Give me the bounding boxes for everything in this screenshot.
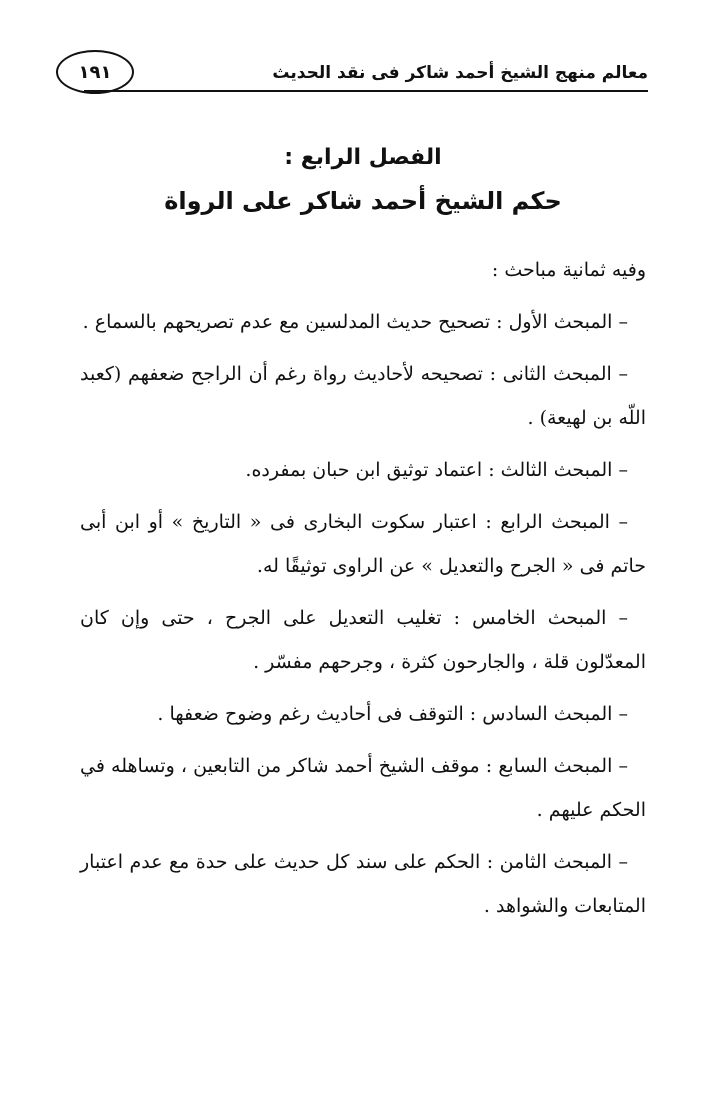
topic-item-2: – المبحث الثانى : تصحيحه لأحاديث رواة رغم أن الراجح ضعفهم (كعبد اللّه بن لهيعة) .: [80, 363, 646, 429]
topic-item-7: – المبحث السابع : موقف الشيخ أحمد شاكر من التابعين ، وتساهله في الحكم عليهم .: [80, 755, 646, 821]
chapter-label: الفصل الرابع :: [284, 145, 442, 170]
topic-item-4: – المبحث الرابع : اعتبار سكوت البخارى فى « التاريخ » أو ابن أبى حاتم فى « الجرح والتعديل » عن الراوى توثيقًا له.: [80, 511, 646, 577]
body-text: [80, 248, 646, 936]
topics-list: [80, 300, 646, 928]
topic-item-5: – المبحث الخامس : تغليب التعديل على الجرح ، حتى وإن كان المعدّلون قلة ، والجارحون كثرة ، وجرحهم مفسّر .: [80, 607, 646, 673]
topic-item-6: – المبحث السادس : التوقف فى أحاديث رغم وضوح ضعفها .: [157, 703, 628, 725]
intro-line: وفيه ثمانية مباحث :: [491, 259, 646, 281]
page-number: ١٩١: [56, 50, 134, 94]
header-rule: [84, 90, 648, 92]
chapter-title: حكم الشيخ أحمد شاكر على الرواة: [164, 187, 562, 215]
topic-item-3: – المبحث الثالث : اعتماد توثيق ابن حبان بمفرده.: [245, 459, 628, 481]
running-title: معالم منهج الشيخ أحمد شاكر فى نقد الحديث: [272, 63, 648, 83]
topic-item-1: – المبحث الأول : تصحيح حديث المدلسين مع عدم تصريحهم بالسماع .: [82, 311, 628, 333]
topic-item-8: – المبحث الثامن : الحكم على سند كل حديث على حدة مع عدم اعتبار المتابعات والشواهد .: [80, 851, 646, 917]
